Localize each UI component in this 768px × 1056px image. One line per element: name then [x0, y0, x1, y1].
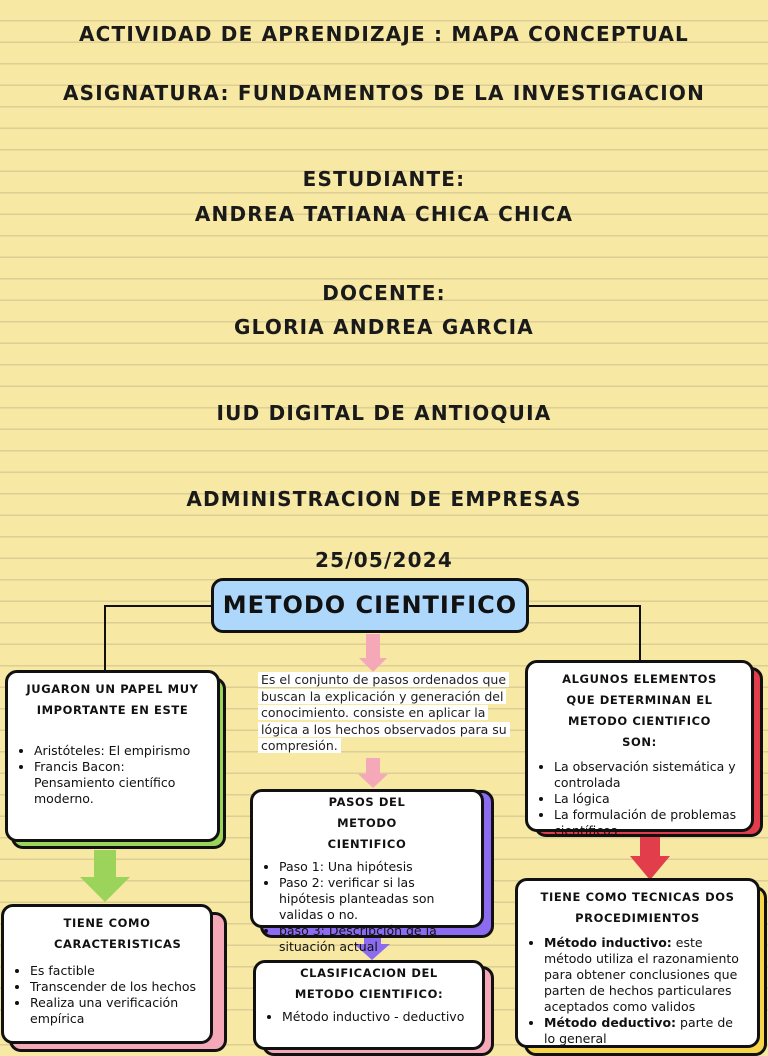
definition-highlight: Es el conjunto de pasos ordenados que buscan la explicación y generación del conocimiento. consiste en aplicar la lógica a los hechos observados para su compresión.	[258, 672, 510, 753]
center-bottom-card	[253, 960, 485, 1050]
right-connector	[529, 606, 640, 662]
student-label: ESTUDIANTE:	[302, 167, 466, 191]
list-item	[544, 1015, 747, 1047]
list-item: • La observación sistemática y controlada	[554, 759, 741, 791]
teacher-name: GLORIA ANDREA GARCIA	[234, 315, 534, 339]
right-bottom-card	[515, 878, 760, 1048]
center-bottom-title: CLASIFICACION DEL METODO CIENTIFICO:	[294, 966, 444, 1001]
main-title-box: METODO CIENTIFICO	[211, 578, 529, 633]
list-item: • Aristóteles: El empirismo	[34, 743, 207, 759]
subject-title: ASIGNATURA: FUNDAMENTOS DE LA INVESTIGACION	[62, 81, 706, 105]
pink-arrow-top	[359, 634, 387, 672]
list-item: • Paso 1: Una hipótesis	[279, 859, 471, 875]
center-top-card	[250, 789, 484, 954]
list-item: • Paso 2: verificar si las hipótesis planteadas son validas o no.	[279, 875, 471, 923]
left-top-card	[5, 670, 220, 842]
right-top-title: ALGUNOS ELEMENTOS QUE DETERMINAN EL METODO CIENTIFICO SON:	[562, 672, 717, 749]
right-bottom-title: TIENE COMO TECNICAS DOS PROCEDIMIENTOS	[540, 890, 735, 925]
left-top-list	[18, 743, 207, 807]
left-bottom-list	[14, 963, 200, 1027]
student-name: ANDREA TATIANA CHICA CHICA	[194, 202, 574, 226]
list-item: • paso 3: Descripción de la situación actual	[279, 923, 471, 955]
deductive-text: parte de lo general	[544, 1015, 733, 1046]
definition-text	[258, 672, 508, 755]
center-bottom-list	[266, 1009, 472, 1025]
left-bottom-title: TIENE COMO CARACTERISTICAS	[54, 916, 182, 951]
right-top-card	[525, 660, 754, 838]
left-connector	[105, 606, 211, 680]
list-item: • La lógica	[554, 791, 741, 807]
program: ADMINISTRACION DE EMPRESAS	[186, 487, 582, 511]
pink-arrow-mid	[358, 758, 388, 788]
inductive-label: Método inductivo:	[544, 935, 672, 950]
list-item	[544, 935, 747, 1015]
center-top-title: PASOS DEL METODO CIENTIFICO	[327, 795, 407, 851]
green-arrow	[80, 850, 130, 902]
red-arrow	[630, 832, 670, 880]
teacher-label: DOCENTE:	[322, 281, 446, 305]
right-bottom-list	[528, 935, 747, 1047]
list-item: • Transcender de los hechos	[30, 979, 200, 995]
center-top-list	[263, 859, 471, 955]
list-item: • Francis Bacon: Pensamiento científico moderno.	[34, 759, 207, 807]
activity-title: ACTIVIDAD DE APRENDIZAJE : MAPA CONCEPTUAL	[79, 22, 689, 46]
list-item: • Realiza una verificación empírica	[30, 995, 200, 1027]
deductive-label: Método deductivo:	[544, 1015, 677, 1030]
list-item: • Método inductivo - deductivo	[282, 1009, 472, 1025]
list-item: • La formulación de problemas científicos	[554, 807, 741, 839]
institution: IUD DIGITAL DE ANTIOQUIA	[216, 401, 552, 425]
left-top-title: JUGARON UN PAPEL MUY IMPORTANTE EN ESTE	[26, 682, 199, 717]
left-bottom-card	[1, 904, 213, 1044]
right-top-list	[538, 759, 741, 839]
list-item: • Es factible	[30, 963, 200, 979]
date: 25/05/2024	[315, 548, 453, 572]
inductive-text: este método utiliza el razonamiento para obtener conclusiones que parten de hechos particulares aceptados como validos	[544, 935, 739, 1014]
